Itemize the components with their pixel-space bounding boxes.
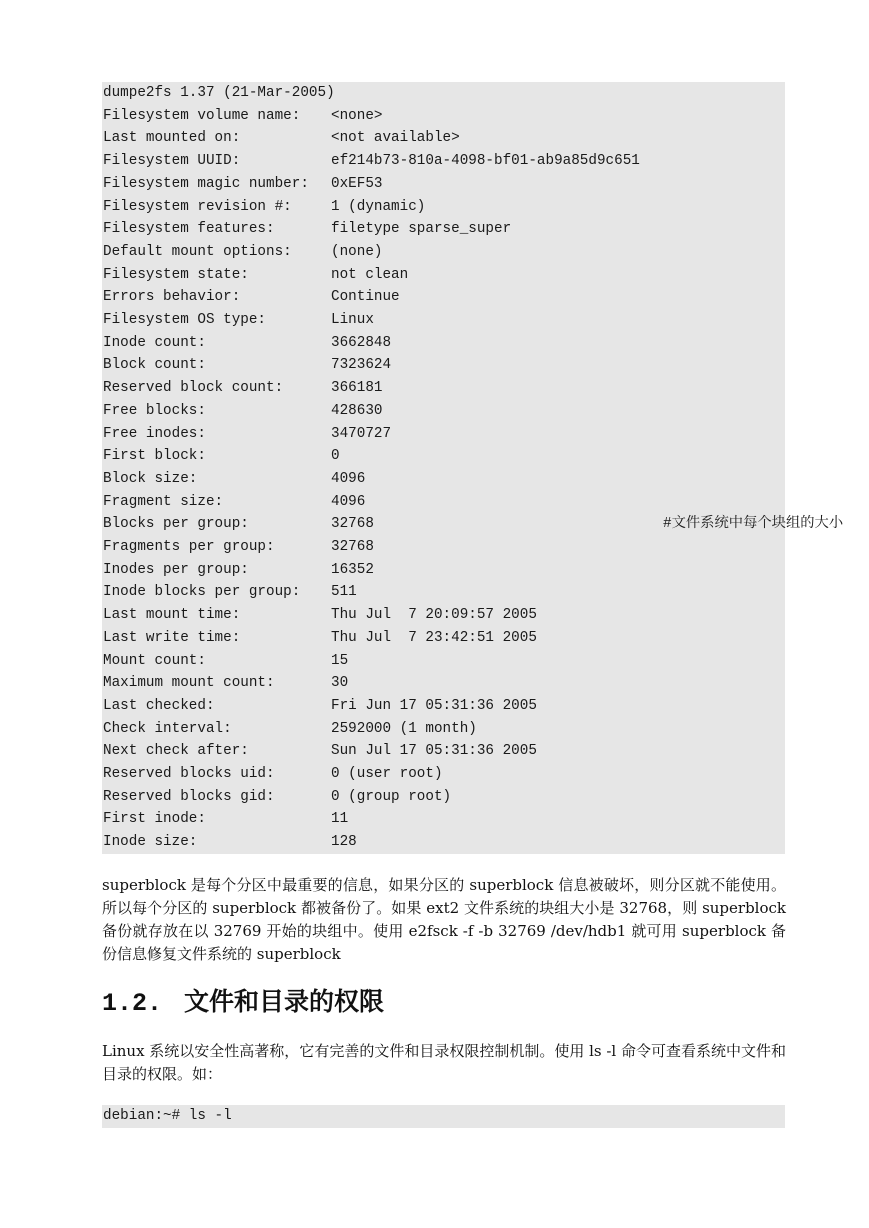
field-value: 7323624 — [331, 357, 392, 374]
field-value: <not available> — [331, 130, 460, 147]
superblock-paragraph: superblock 是每个分区中最重要的信息，如果分区的 superblock 信息被破坏，则分区就不能使用。所以每个分区的 superblock 都被备份了。如果 ext2 文件系统的块组大小是 32768，则 superblock 备份就存放在以 32769 开始的块组中。使用 e2fsck -f -b 32769 /dev/hdb1 就可用 superblock 备份信息修复文件系统的 superblock — [102, 876, 786, 963]
field-name: Last checked: — [103, 697, 215, 714]
field-name: Filesystem UUID: — [103, 153, 241, 170]
field-name: Free blocks: — [103, 402, 206, 419]
field-value: ef214b73-810a-4098-bf01-ab9a85d9c651 — [331, 153, 640, 170]
field-value: filetype sparse_super — [331, 221, 512, 238]
field-value: 0 (user root) — [331, 766, 443, 782]
field-name: Filesystem revision #: — [103, 198, 292, 215]
field-value: 4096 — [331, 493, 366, 510]
field-value: <none> — [331, 107, 383, 124]
field-value: 511 — [331, 584, 357, 601]
field-value: 366181 — [331, 380, 383, 397]
field-value: 128 — [331, 834, 357, 851]
field-name: Inode size: — [103, 834, 198, 851]
section-heading — [102, 985, 385, 1021]
section-number: 1.2. — [102, 989, 163, 1018]
field-name: Filesystem magic number: — [103, 175, 309, 192]
field-value: 0xEF53 — [331, 175, 383, 192]
field-name: Errors behavior: — [103, 289, 241, 306]
field-value: 1 (dynamic) — [331, 198, 426, 215]
field-comment: #文件系统中每个块组的大小 — [663, 516, 844, 533]
field-name: Fragments per group: — [103, 539, 275, 555]
field-name: Default mount options: — [103, 243, 292, 260]
field-name: Maximum mount count: — [103, 675, 275, 692]
field-value: 15 — [331, 652, 349, 669]
field-value: Sun Jul 17 05:31:36 2005 — [331, 743, 537, 760]
field-name: Block size: — [103, 470, 198, 487]
dumpe2fs-output-block — [102, 82, 844, 854]
field-value: 16352 — [331, 561, 374, 578]
field-value: Thu Jul 7 20:09:57 2005 — [331, 607, 537, 624]
field-name: Next check after: — [103, 743, 249, 760]
field-name: Block count: — [103, 357, 206, 374]
command-line: debian:~# ls -l — [103, 1108, 232, 1124]
field-name: Reserved block count: — [103, 380, 284, 397]
field-value: not clean — [331, 266, 409, 283]
field-name: Check interval: — [103, 720, 232, 737]
field-value: 11 — [331, 811, 349, 828]
field-value: Linux — [331, 312, 374, 328]
field-name: Reserved blocks gid: — [103, 788, 275, 805]
field-value: Fri Jun 17 05:31:36 2005 — [331, 697, 537, 714]
field-name: First block: — [103, 448, 206, 465]
field-value: 30 — [331, 675, 349, 692]
field-name: Inode count: — [103, 334, 206, 351]
field-name: Filesystem state: — [103, 266, 249, 283]
field-name: Last mounted on: — [103, 130, 241, 147]
field-name: Mount count: — [103, 652, 206, 669]
field-value: 4096 — [331, 470, 366, 487]
field-value: 0 (group root) — [331, 788, 452, 805]
field-name: Filesystem OS type: — [103, 312, 267, 328]
field-value: Continue — [331, 289, 400, 306]
field-name: Last mount time: — [103, 607, 241, 624]
dumpe2fs-header: dumpe2fs 1.37 (21-Mar-2005) — [103, 85, 335, 101]
field-name: Reserved blocks uid: — [103, 766, 275, 782]
field-value: Thu Jul 7 23:42:51 2005 — [331, 629, 537, 646]
field-name: Inode blocks per group: — [103, 584, 301, 601]
field-name: Free inodes: — [103, 425, 206, 442]
field-name: Filesystem features: — [103, 221, 275, 238]
field-name: Last write time: — [103, 629, 241, 646]
field-value: 428630 — [331, 402, 383, 419]
field-value: 0 — [331, 448, 340, 465]
field-value: 32768 — [331, 539, 374, 555]
field-value: 32768 #文件系统中每个块组的大小 — [331, 513, 374, 536]
section-title: 文件和目录的权限 — [184, 987, 385, 1016]
command-block — [102, 1105, 785, 1128]
permissions-paragraph: Linux 系统以安全性高著称，它有完善的文件和目录权限控制机制。使用 ls -l 命令可查看系统中文件和目录的权限。如： — [102, 1042, 786, 1083]
field-value: 3662848 — [331, 334, 392, 351]
field-value: (none) — [331, 243, 383, 260]
field-name: Fragment size: — [103, 493, 224, 510]
field-name: Inodes per group: — [103, 561, 249, 578]
field-name: Blocks per group: — [103, 516, 249, 533]
field-name: First inode: — [103, 811, 206, 828]
field-value: 3470727 — [331, 425, 392, 442]
field-value: 2592000 (1 month) — [331, 720, 477, 737]
field-name: Filesystem volume name: — [103, 107, 301, 124]
